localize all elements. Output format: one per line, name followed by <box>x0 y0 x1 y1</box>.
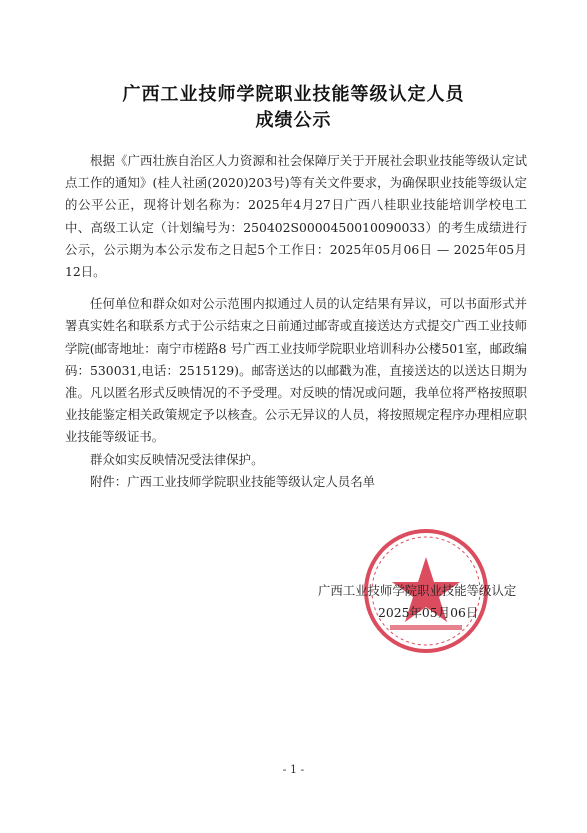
paragraph-protection: 群众如实反映情况受法律保护。 <box>90 451 264 467</box>
signature-org: 广西工业技师学院职业技能等级认定 <box>318 583 517 598</box>
signature-block <box>318 580 558 624</box>
paragraph-basis: 根据《广西壮族自治区人力资源和社会保障厅关于开展社会职业技能等级认定试点工作的通知》(桂人社函(2020)203号)等有关文件要求，为确保职业技能等级认定的公平公正，现将计划名称为：2025年4月27日广西八桂职业技能培训学校电工中、高级工认定（计划编号为：250402S0000450010090033）的考生成绩进行公示，公示期为本公示发布之日起5个工作日：2025年05月06日 — 2025年05月12日。 <box>65 153 527 280</box>
document-title-line1: 广西工业技师学院职业技能等级认定人员 <box>122 84 465 105</box>
page-number: - 1 - <box>282 763 305 776</box>
document-title-line2: 成绩公示 <box>255 110 332 131</box>
signature-date: 2025年05月06日 <box>378 605 479 620</box>
document-body <box>65 150 527 493</box>
paragraph-attachment: 附件：广西工业技师学院职业技能等级认定人员名单 <box>90 473 375 489</box>
paragraph-objection: 任何单位和群众如对公示范围内拟通过人员的认定结果有异议，可以书面形式并署真实姓名和联系方式于公示结束之日前通过邮寄或直接送达方式提交广西工业技师学院(邮寄地址：南宁市槎路8 号广西工业技师学院职业培训科办公楼501室，邮政编码：530031,电话：2515129)。邮寄送达的以邮戳为准，直接送达的以送达日期为准。凡以匿名形式反映情况的不予受理。对反映的情况或问题，我单位将严格按照职业技能鉴定相关政策规定予以核查。公示无异议的人员，将按照规定程序办理相应职业技能等级证书。 <box>65 296 527 445</box>
